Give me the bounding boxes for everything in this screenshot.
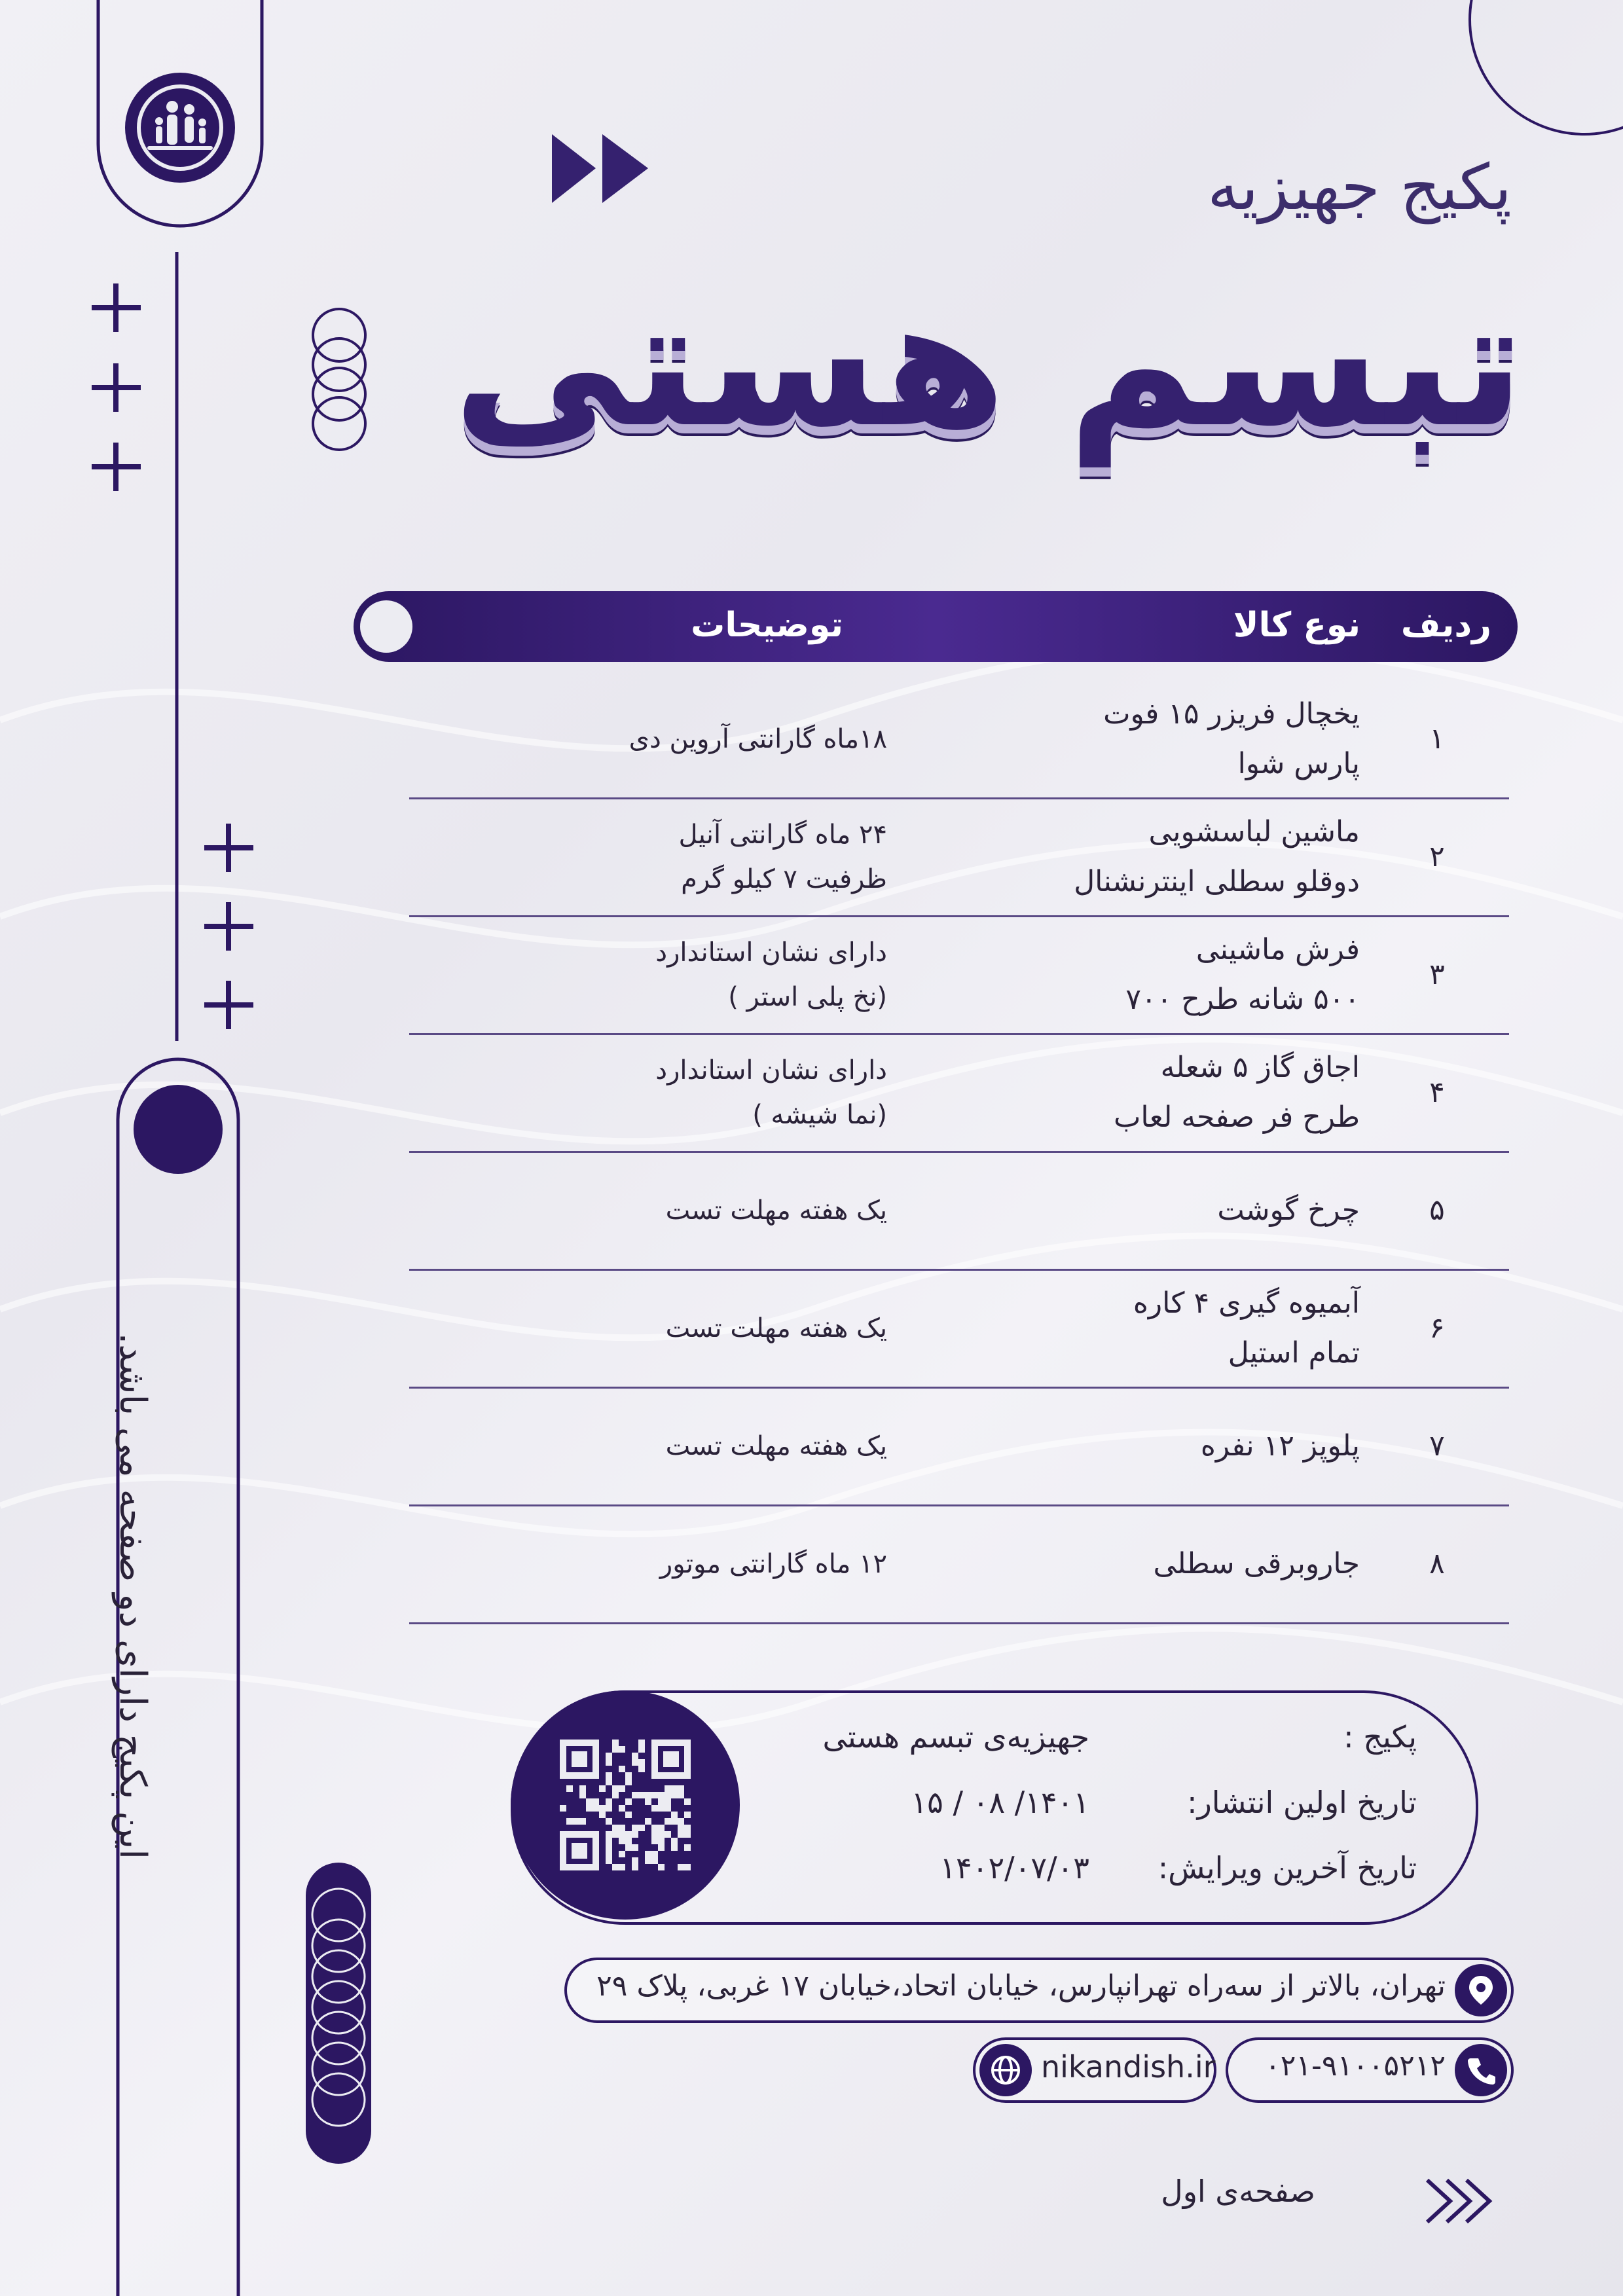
page-title: تبسم هستی: [452, 260, 1525, 466]
address-text: تهران، بالاتر از سه‌راه تهرانپارس، خیابان اتحاد،خیابان ۱۷ غربی، پلاک ۲۹: [596, 1969, 1446, 2003]
item-name: [967, 689, 1360, 789]
globe-icon: [979, 2044, 1032, 2096]
qr-code-circle: [511, 1690, 740, 1920]
item-description: [429, 812, 887, 902]
table-row: [409, 917, 1509, 1035]
qr-code: [560, 1740, 691, 1870]
item-name-line: یخچال فریزر ۱۵ فوت: [1103, 697, 1360, 731]
item-name: [967, 925, 1360, 1025]
item-name-line: پلوپز ۱۲ نفره: [1200, 1429, 1360, 1463]
item-description-line: ۲۴ ماه گارانتی آنیل: [678, 820, 887, 850]
phone-pill[interactable]: [1226, 2037, 1514, 2103]
item-description-line: دارای نشان استاندارد: [655, 938, 887, 968]
table-row: [409, 1270, 1509, 1389]
table-row: [409, 681, 1509, 799]
row-number: ۶: [1429, 1311, 1445, 1345]
website-pill[interactable]: [973, 2037, 1216, 2103]
info-box: [511, 1690, 1478, 1925]
row-number: ۷: [1429, 1429, 1445, 1463]
item-name-line: ۵۰۰ شانه طرح ۷۰۰: [1125, 983, 1360, 1016]
side-note: این پکیج دارای دو صفحه می باشد.: [111, 1332, 154, 1859]
item-description-line: (نخ پلی استر ): [728, 982, 887, 1012]
location-pin-icon: [1455, 1964, 1507, 2016]
row-number: ۴: [1429, 1076, 1445, 1109]
table-header: [354, 591, 1518, 662]
subtitle: پکیج جهیزیه: [1207, 151, 1512, 224]
item-description: [429, 1542, 887, 1586]
item-description: [429, 1188, 887, 1233]
first-publish-value: ۱۴۰۱/ ۰۸ / ۱۵: [911, 1785, 1089, 1820]
row-number: ۵: [1429, 1194, 1445, 1227]
header-row-number: ردیف: [1400, 606, 1491, 645]
item-description-line: یک هفته مهلت تست: [665, 1195, 887, 1226]
item-name-line: فرش ماشینی: [1195, 933, 1360, 966]
package-label: پکیج :: [1343, 1719, 1417, 1755]
item-name: [967, 1539, 1360, 1589]
item-description: [429, 717, 887, 761]
item-name: [967, 1186, 1360, 1235]
row-number: ۱: [1429, 722, 1445, 756]
phone-icon: [1455, 2044, 1507, 2096]
header-item-type: نوع کالا: [1233, 606, 1360, 645]
item-name: [967, 1279, 1360, 1378]
item-name-line: ماشین لباسشویی: [1148, 815, 1360, 848]
last-edit-label: تاریخ آخرین ویرایش:: [1158, 1850, 1417, 1886]
item-description: [429, 1306, 887, 1351]
item-name-line: تمام استیل: [1228, 1336, 1360, 1370]
item-description-line: ظرفیت ۷ کیلو گرم: [681, 864, 887, 894]
logo-emblem: [121, 69, 239, 187]
item-name: [967, 807, 1360, 907]
item-description: [429, 930, 887, 1019]
package-value: جهیزیه‌ی تبسم هستی: [822, 1719, 1089, 1755]
item-description: [429, 1424, 887, 1468]
table-row: [409, 799, 1509, 917]
item-name: [967, 1043, 1360, 1142]
row-number: ۸: [1429, 1547, 1445, 1580]
first-publish-label: تاریخ اولین انتشار:: [1187, 1785, 1417, 1820]
item-name-line: دوقلو سطلی اینترنشنال: [1074, 865, 1360, 898]
item-name-line: آبمیوه گیری ۴ کاره: [1133, 1286, 1360, 1320]
last-edit-value: ۱۴۰۲/۰۷/۰۳: [939, 1850, 1089, 1886]
item-description-line: یک هفته مهلت تست: [665, 1313, 887, 1343]
address-pill: [564, 1958, 1514, 2023]
item-name-line: طرح فر صفحه لعاب: [1113, 1101, 1360, 1134]
row-number: ۳: [1429, 958, 1445, 991]
row-number: ۲: [1429, 840, 1445, 873]
item-name-line: جاروبرقی سطلی: [1153, 1547, 1360, 1580]
page-number-label: صفحه‌ی اول: [1161, 2174, 1315, 2209]
item-name-line: چرخ گوشت: [1217, 1194, 1360, 1227]
item-description-line: دارای نشان استاندارد: [655, 1055, 887, 1085]
header-knob: [360, 600, 412, 653]
item-name-line: اجاق گاز ۵ شعله: [1160, 1051, 1360, 1084]
item-name: [967, 1421, 1360, 1471]
phone-number: ۰۲۱-۹۱۰۰۵۲۱۲: [1265, 2049, 1446, 2083]
item-description-line: ۱۲ ماه گارانتی موتور: [659, 1549, 887, 1579]
website-text[interactable]: nikandish.ir: [1041, 2049, 1216, 2085]
item-description-line: (نما شیشه ): [752, 1100, 887, 1130]
table-row: [409, 1506, 1509, 1624]
item-description-line: یک هفته مهلت تست: [665, 1431, 887, 1461]
item-description: [429, 1048, 887, 1137]
item-name-line: پارس شوا: [1237, 747, 1360, 780]
table-row: [409, 1388, 1509, 1506]
header-description: توضیحات: [691, 606, 843, 645]
item-description-line: ۱۸ماه گارانتی آروین دی: [629, 724, 887, 754]
table-row: [409, 1034, 1509, 1153]
table-row: [409, 1152, 1509, 1271]
